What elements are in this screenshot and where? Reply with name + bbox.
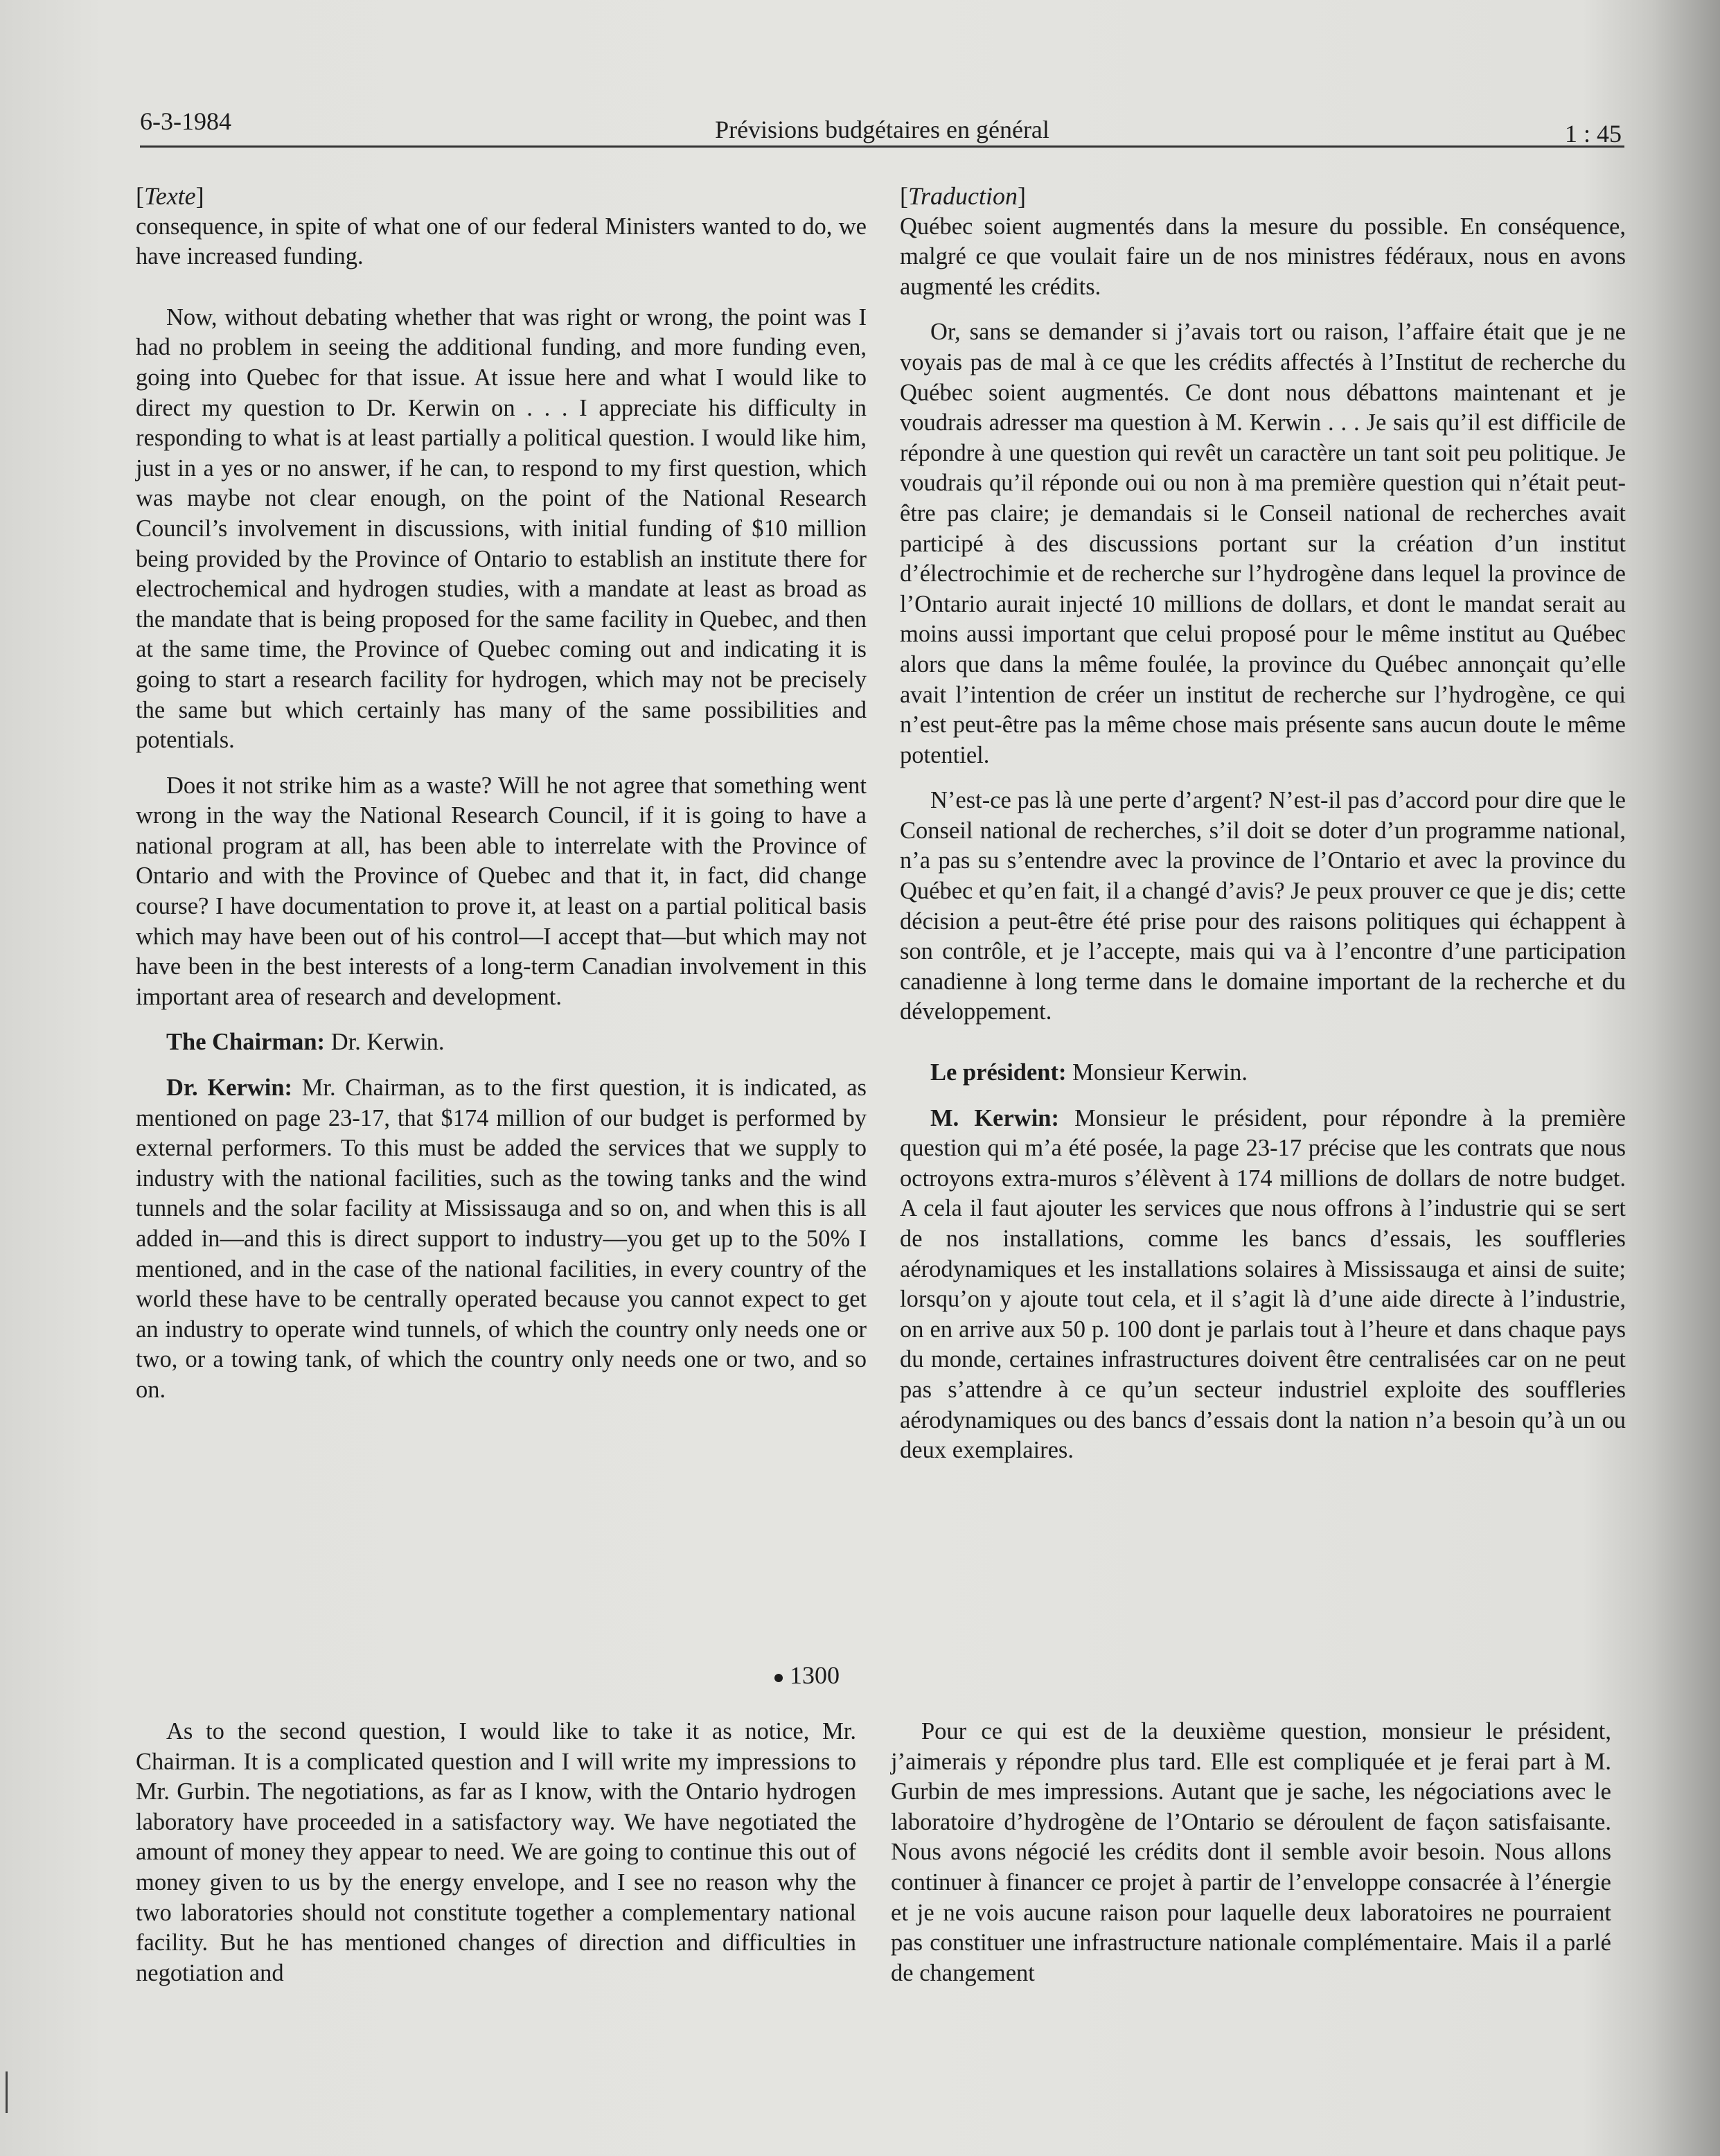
paragraph: Pour ce qui est de la deuxième question, monsieur le président, j’aimerais y répondre plus tard. Elle est compliquée et je ferai part à M. Gurbin de mes impressions. Autant que je sache, les négociations avec le laboratoire d’hydrogène de l’Ontario se déroulent de façon satisfaisante. Nous avons négocié les crédits dont il semble avoir besoin. Nous allons continuer à financer ce projet à partir de l’enveloppe consacrée à l’énergie et je ne vois aucune raison pour laquelle deux laboratoires ne pourraient pas constituer une infrastructure nationale complémentaire. Mais il a parlé de changement: [891, 1718, 1611, 1986]
paragraph: Now, without debating whether that was right or wrong, the point was I had no problem in seeing the additional funding, and more funding even, going into Quebec for that issue. At issue here and what I would like to direct my question to Dr. Kerwin on . . . I appreciate his difficulty in responding to what is at least partially a political question. I would like him, just in a yes or no answer, if he can, to respond to my first question, which was maybe not clear enough, on the point of the National Research Council’s involvement in discussions, with initial funding of $10 million being provided by the Province of Ontario to establish an institute there for electrochemical and hydrogen studies, with a mandate at least as broad as the mandate that is being proposed for the same facility in Quebec, and then at the same time, the Province of Quebec coming out and indicating it is going to start a research facility for hydrogen, which may not be precisely the same but which certainly has many of the same possibilities and potentials.: [136, 303, 867, 754]
paragraph: Or, sans se demander si j’avais tort ou raison, l’affaire était que je ne voyais pas de mal à ce que les crédits affectés à l’Institut de recherche du Québec soient augmentés. Ce dont nous débattons maintenant et je voudrais adresser ma question à M. Kerwin . . . Je sais qu’il est difficile de répondre à une question qui revêt un caractère un tant soit peu politique. Je voudrais qu’il réponde oui ou non à ma première question qui n’était peut-être pas claire; je demandais si le Conseil national de recherches avait participé à des discussions portant sur la création d’un institut d’électrochimie et de recherche sur l’hydrogène dans lequel la province de l’Ontario aurait injecté 10 millions de dollars, et dont le mandat serait au moins aussi important que celui proposé pour le même institut au Québec alors que dans la même foulée, la province du Québec annonçait qu’elle avait l’intention de créer un institut de recherche sur l’hydrogène, ce qui n’est peut-être pas la même chose mais présente sans aucun doute le même potentiel.: [900, 319, 1626, 768]
paragraph: Québec soient augmentés dans la mesure du possible. En conséquence, malgré ce que voulait faire un de nos ministres fédéraux, nous en avons augmenté les crédits.: [900, 213, 1626, 300]
running-header: [140, 105, 1624, 148]
speaker-paragraph: Le président: Monsieur Kerwin.: [930, 1059, 1248, 1086]
english-continuation: [136, 1717, 856, 1988]
french-continuation: [891, 1717, 1611, 1988]
speaker-name: Dr. Kerwin:: [166, 1075, 293, 1102]
english-column: [136, 182, 867, 1406]
speaker-paragraph: M. Kerwin: Monsieur le président, pour répondre à la première question qui m’a été posée, la page 23-17 précise que les contrats que nous octroyons extra-muros s’élèvent à 174 millions de dollars de notre budget. A cela il faut ajouter les services que nous offrons à l’industrie qui se sert de nos installations, comme les bancs d’essais, les souffleries aérodynamiques et les installations solaires à Mississauga et ainsi de suite; lorsqu’on y ajoute tout cela, et il s’agit là d’une aide directe à l’industrie, on en arrive aux 50 p. 100 dont je parlais tout à l’heure et dans chaque pays du monde, certaines infrastructures doivent être centralisées car on ne peut pas s’attendre à ce qu’un secteur industriel exploite des souffleries aérodynamiques ou des bancs d’essais dont la nation n’a besoin qu’à un ou deux exemplaires.: [900, 1104, 1626, 1464]
header-title: Prévisions budgétaires en général: [715, 116, 1049, 143]
paragraph: Does it not strike him as a waste? Will he not agree that something went wrong in the way the National Research Council, if it is going to have a national program at all, has been able to interrelate with the Province of Ontario and with the Province of Quebec and that it, in fact, did change course? I have documentation to prove it, at least on a partial political basis which may have been out of his control—I accept that—but which may not have been in the best interests of a long-term Canadian involvement in this important area of research and development.: [136, 772, 867, 1010]
speaker-name: M. Kerwin:: [930, 1104, 1059, 1131]
paragraph: N’est-ce pas là une perte d’argent? N’est-il pas d’accord pour dire que le Conseil national de recherches, s’il doit se doter d’un programme national, n’a pas su s’entendre avec la province de l’Ontario et avec la province du Québec et qu’en fait, il a changé d’avis? Je peux prouver ce que je dis; cette décision a peut-être été prise pour des raisons politiques qui échappent à son contrôle, et je l’accepte, mais qui va à l’encontre d’une participation canadienne à long terme dans le domaine important de la recherche et du développement.: [900, 787, 1626, 1025]
speaker-paragraph: The Chairman: Dr. Kerwin.: [166, 1029, 445, 1056]
timestamp-marker: 1300: [774, 1661, 840, 1690]
header-page-number: 1 : 45: [1564, 120, 1622, 148]
speaker-paragraph: Dr. Kerwin: Mr. Chairman, as to the first question, it is indicated, as mentioned on page 23-17, that $174 million of our budget is performed by external performers. To this must be added the services that we supply to industry with the national facilities, such as the towing tanks and the wind tunnels and the solar facility at Mississauga and so on, and when this is all added in—and this is direct support to industry—you get up to the 50% I mentioned, and in the case of the national facilities, in every country of the world these have to be centrally operated because you cannot expect to get an industry to operate wind tunnels, of which the country only needs one or two, or a towing tank, of which the country only needs one or two, and so on.: [136, 1075, 867, 1403]
paragraph: As to the second question, I would like to take it as notice, Mr. Chairman. It is a complicated question and I will write my impressions to Mr. Gurbin. The negotiations, as far as I know, with the Ontario hydrogen laboratory have proceeded in a satisfactory way. We have negotiated the amount of money they appear to need. We are going to continue this out of money given to us by the energy envelope, and I see no reason why the two laboratories should not constitute together a complementary national facility. But he has mentioned changes of direction and difficulties in negotiation and: [136, 1718, 856, 1986]
bullet-icon: [774, 1674, 783, 1682]
section-label: [Traduction]: [900, 182, 1027, 210]
french-column: [900, 182, 1626, 1466]
paragraph: consequence, in spite of what one of our federal Ministers wanted to do, we have increased funding.: [136, 213, 867, 270]
scan-edge-mark: [6, 2071, 8, 2113]
section-label: [Texte]: [136, 182, 204, 210]
header-date: 6-3-1984: [140, 107, 231, 135]
speaker-name: Le président:: [930, 1059, 1067, 1086]
speaker-name: The Chairman:: [166, 1029, 326, 1056]
